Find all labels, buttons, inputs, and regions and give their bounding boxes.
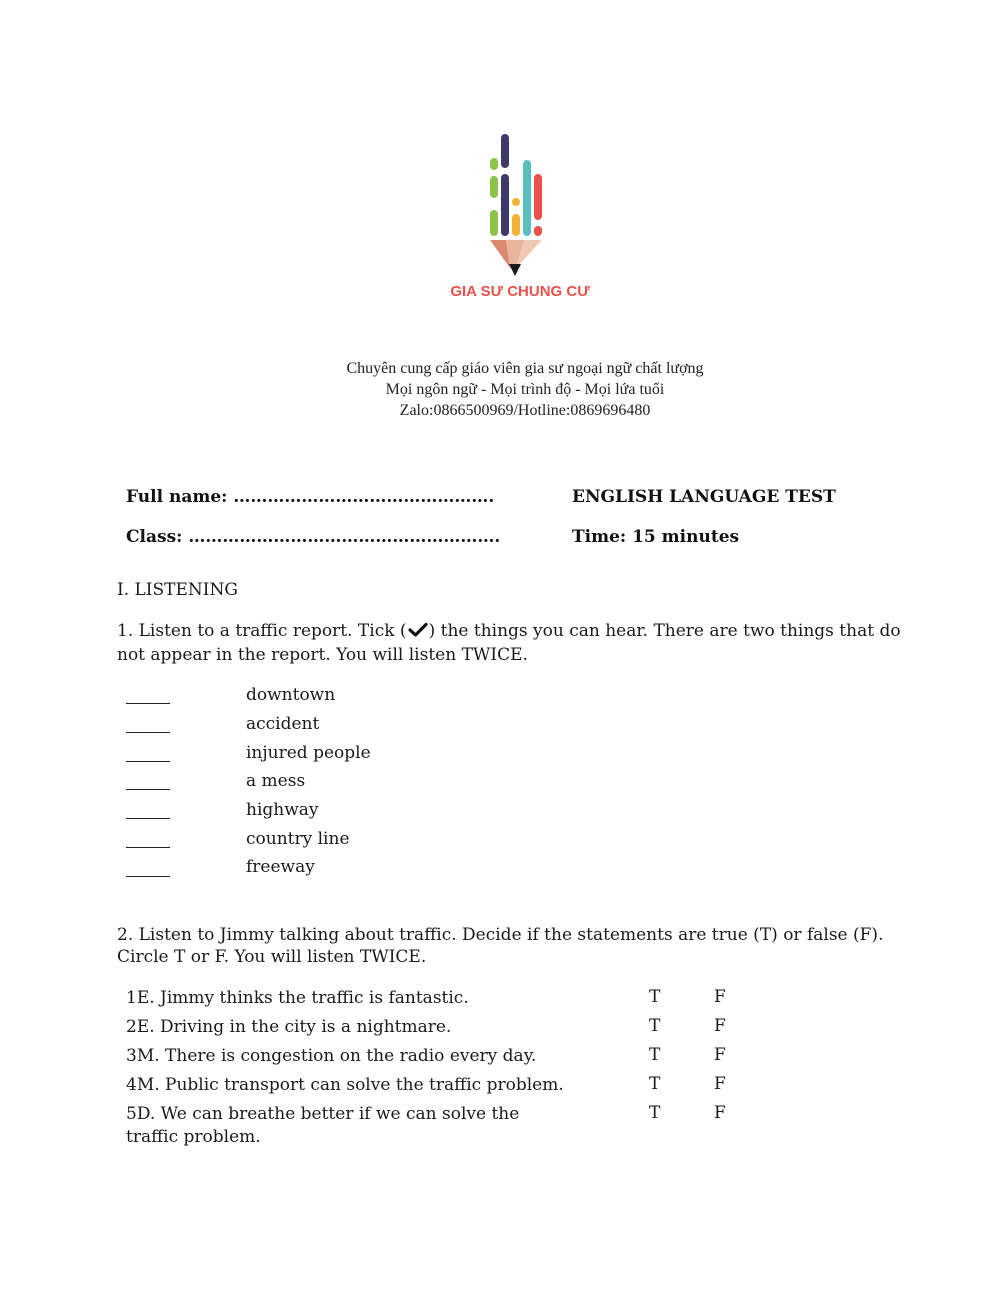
answer-blank[interactable] — [126, 703, 170, 704]
true-option[interactable]: T — [649, 1016, 661, 1036]
list-item: highway — [246, 800, 319, 820]
statement: 1E. Jimmy thinks the traffic is fantastic. — [126, 988, 469, 1008]
answer-blank[interactable] — [126, 789, 170, 790]
pencil-bars-logo-icon — [440, 128, 600, 283]
exercise1-instruction — [117, 621, 901, 641]
list-item: accident — [246, 714, 320, 734]
header-line-1: Chuyên cung cấp giáo viên gia sư ngoại ngữ chất lượng — [346, 360, 704, 377]
list-item: downtown — [246, 685, 336, 705]
false-option[interactable]: F — [714, 1045, 726, 1065]
list-item: freeway — [246, 857, 315, 877]
exercise2-instruction: 2. Listen to Jimmy talking about traffic. Decide if the statements are true (T) or false (F). — [117, 925, 884, 945]
answer-blank[interactable] — [126, 876, 170, 877]
false-option[interactable]: F — [714, 1074, 726, 1094]
true-option[interactable]: T — [649, 987, 661, 1007]
exercise1-instruction-end: ) the things you can hear. There are two things that do — [428, 621, 901, 641]
header-line-3: Zalo:0866500969/Hotline:0869696480 — [399, 402, 651, 419]
exercise1-instruction-start: 1. Listen to a traffic report. Tick ( — [117, 621, 407, 641]
header-line-2: Mọi ngôn ngữ - Mọi trình độ - Mọi lứa tuổi — [385, 381, 665, 398]
false-option[interactable]: F — [714, 1103, 726, 1123]
exercise2-instruction-line2: Circle T or F. You will listen TWICE. — [117, 947, 427, 967]
false-option[interactable]: F — [714, 987, 726, 1007]
true-option[interactable]: T — [649, 1074, 661, 1094]
list-item: injured people — [246, 743, 371, 763]
answer-blank[interactable] — [126, 761, 170, 762]
full-name-field: Full name: ………………………………………. — [126, 487, 495, 507]
logo-text: GIA SƯ CHUNG CƯ — [450, 283, 590, 300]
answer-blank[interactable] — [126, 732, 170, 733]
list-item: country line — [246, 829, 350, 849]
statement: 5D. We can breathe better if we can solve the traffic problem. — [126, 1104, 520, 1147]
true-option[interactable]: T — [649, 1103, 661, 1123]
true-option[interactable]: T — [649, 1045, 661, 1065]
test-time: Time: 15 minutes — [572, 527, 740, 547]
exercise1-instruction-line2: not appear in the report. You will listen TWICE. — [117, 645, 528, 665]
statement: 3M. There is congestion on the radio every day. — [126, 1046, 537, 1066]
checkmark-icon — [408, 622, 428, 638]
answer-blank[interactable] — [126, 818, 170, 819]
false-option[interactable]: F — [714, 1016, 726, 1036]
list-item: a mess — [246, 771, 306, 791]
statement: 4M. Public transport can solve the traffic problem. — [126, 1075, 564, 1095]
test-title: ENGLISH LANGUAGE TEST — [572, 487, 836, 507]
answer-blank[interactable] — [126, 847, 170, 848]
logo — [440, 128, 600, 308]
section-title: I. LISTENING — [117, 580, 238, 600]
class-field: Class: ………………………………………………. — [126, 527, 501, 547]
statement: 2E. Driving in the city is a nightmare. — [126, 1017, 452, 1037]
